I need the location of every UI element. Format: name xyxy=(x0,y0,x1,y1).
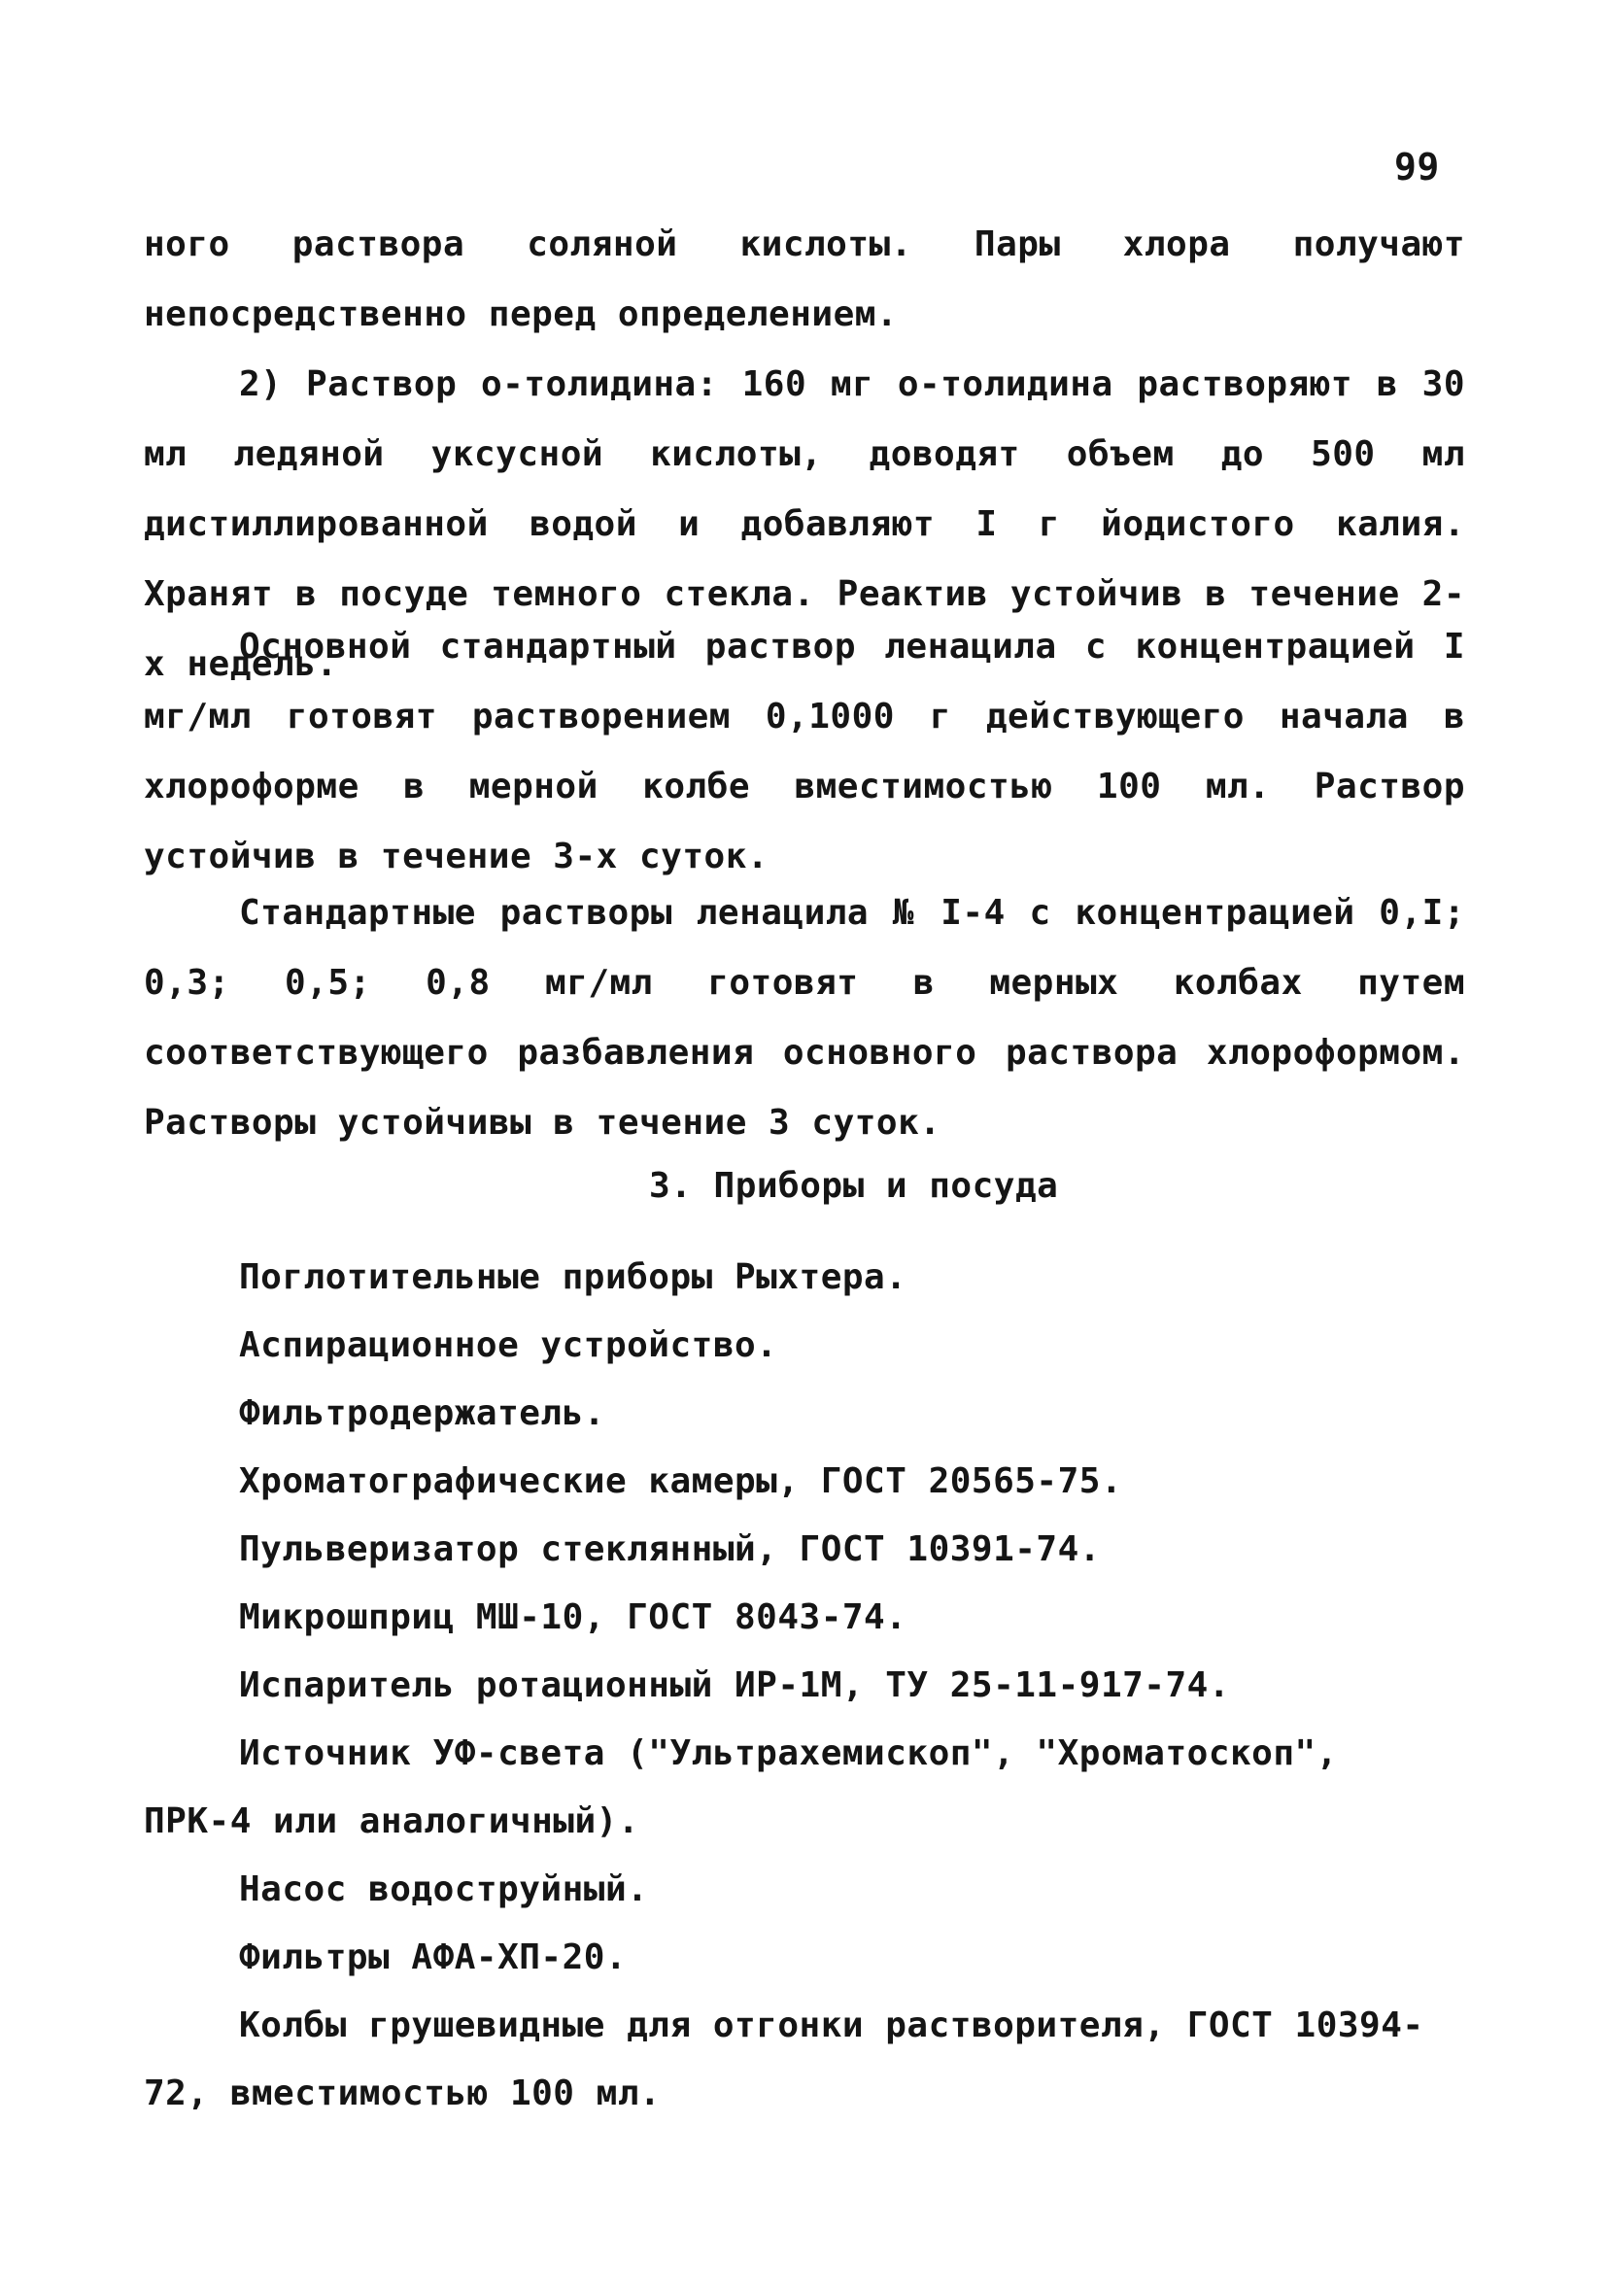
paragraph-o-tolidine-solution: 2) Раствор о-толидина: 160 мг о-толидина растворяют в 30 мл ледяной уксусной кислоты, доводят объем до 500 мл дистиллированной водой и добавляют I г йодистого калия. Хранят в посуде темного стекла. Реактив устойчив в течение 2-х недель. xyxy=(144,364,1465,684)
paragraph-stock-standard-solution: Основной стандартный раствор ленацила с концентрацией I мг/мл готовят растворением 0,1000 г действующего начала в хлороформе в мерной колбе вместимостью 100 мл. Раствор устойчив в течение 3-х суток. xyxy=(144,627,1465,876)
section-heading: 3. Приборы и посуда xyxy=(649,1166,1059,1206)
list-item: Фильтры АФА-ХП-20. xyxy=(239,1937,628,1977)
list-item: Микрошприц МШ-10, ГОСТ 8043-74. xyxy=(239,1597,907,1637)
equipment-list xyxy=(144,1244,1465,2128)
paragraph-working-standard-solutions: Стандартные растворы ленацила № I-4 с концентрацией 0,I; 0,3; 0,5; 0,8 мг/мл готовят в мерных колбах путем соответствующего разбавления основного раствора хлороформом. Растворы устойчивы в течение 3 суток. xyxy=(144,893,1465,1143)
list-item: Колбы грушевидные для отгонки растворителя, ГОСТ 10394-72, вместимостью 100 мл. xyxy=(144,2005,1424,2113)
list-item: Источник УФ-света ("Ультрахемископ", "Хроматоскоп", ПРК-4 или аналогичный). xyxy=(144,1733,1338,1841)
list-item: Испаритель ротационный ИР-1М, ТУ 25-11-917-74. xyxy=(239,1665,1230,1705)
paragraph-hydrochloric-acid: ного раствора соляной кислоты. Пары хлора получают непосредственно перед определением. xyxy=(144,224,1465,334)
page-number: 99 xyxy=(1394,146,1440,188)
list-item: Пульверизатор стеклянный, ГОСТ 10391-74. xyxy=(239,1529,1101,1569)
list-item: Фильтродержатель. xyxy=(239,1393,605,1433)
list-item: Поглотительные приборы Рыхтера. xyxy=(239,1257,907,1297)
list-item: Насос водоструйный. xyxy=(239,1869,649,1909)
list-item: Аспирационное устройство. xyxy=(239,1325,778,1365)
list-item: Хроматографические камеры, ГОСТ 20565-75. xyxy=(239,1461,1123,1501)
